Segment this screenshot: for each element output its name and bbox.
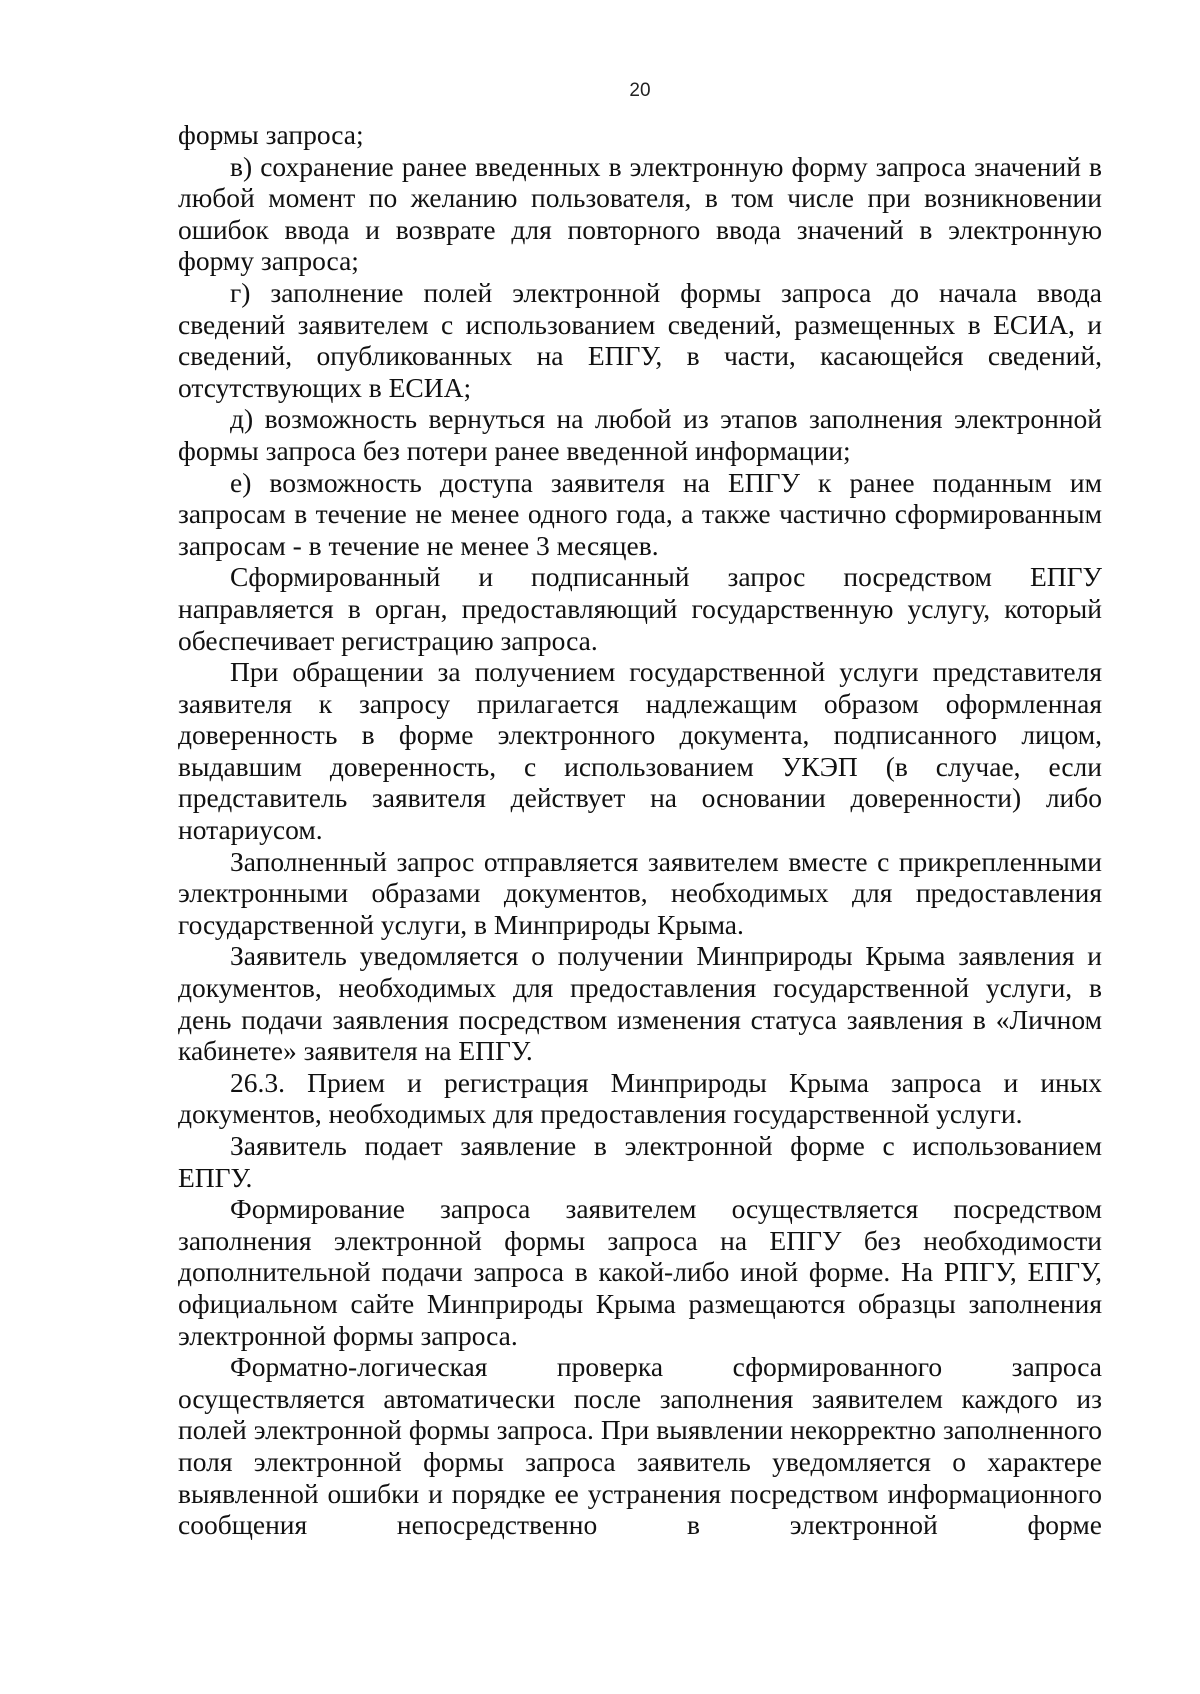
paragraph-representative: При обращении за получением государственной услуги представителя заявителя к запросу прилагается надлежащим образом оформленная доверенность в форме электронного документа, подписанного лицом, выдавшим доверенность, с использованием УКЭП (в случае, если представитель заявителя действует на основании доверенности) либо нотариусом. — [178, 656, 1102, 846]
paragraph-signed-request: Сформированный и подписанный запрос посредством ЕПГУ направляется в орган, предоставляющий государственную услугу, который обеспечивает регистрацию запроса. — [178, 561, 1102, 656]
page-number: 20 — [629, 80, 651, 101]
paragraph-section-26-3: 26.3. Прием и регистрация Минприроды Крыма запроса и иных документов, необходимых для предоставления государственной услуги. — [178, 1066, 1102, 1130]
paragraph-item-v: в) сохранение ранее введенных в электронную форму запроса значений в любой момент по желанию пользователя, в том числе при возникновении ошибок ввода и возврате для повторного ввода значений в электронную форму запроса; — [178, 150, 1102, 277]
document-body — [178, 119, 1102, 1541]
paragraph-continuation: формы запроса; — [178, 119, 364, 150]
paragraph-notification: Заявитель уведомляется о получении Минприроды Крыма заявления и документов, необходимых для предоставления государственной услуги, в день подачи заявления посредством изменения статуса заявления в «Личном кабинете» заявителя на ЕПГУ. — [178, 940, 1102, 1067]
paragraph-format-check: Форматно-логическая проверка сформированного запроса осуществляется автоматически после заполнения заявителем каждого из полей электронной формы запроса. При выявлении некорректно заполненного поля электронной формы запроса заявитель уведомляется о характере выявленной ошибки и порядке ее устранения посредством информационного сообщения непосредственно в электронной форме — [178, 1351, 1102, 1541]
paragraph-item-d: д) возможность вернуться на любой из этапов заполнения электронной формы запроса без потери ранее введенной информации; — [178, 403, 1102, 466]
paragraph-item-g: г) заполнение полей электронной формы запроса до начала ввода сведений заявителем с использованием сведений, размещенных в ЕСИА, и сведений, опубликованных на ЕПГУ, в части, касающейся сведений, отсутствующих в ЕСИА; — [178, 276, 1102, 403]
paragraph-electronic-submission: Заявитель подает заявление в электронной форме с использованием ЕПГУ. — [178, 1130, 1102, 1193]
paragraph-filled-request: Заполненный запрос отправляется заявителем вместе с прикрепленными электронными образами документов, необходимых для предоставления государственной услуги, в Минприроды Крыма. — [178, 845, 1102, 940]
paragraph-request-forming: Формирование запроса заявителем осуществляется посредством заполнения электронной формы запроса на ЕПГУ без необходимости дополнительной подачи запроса в какой-либо иной форме. На РПГУ, ЕПГУ, официальном сайте Минприроды Крыма размещаются образцы заполнения электронной формы запроса. — [178, 1193, 1102, 1351]
paragraph-item-e: е) возможность доступа заявителя на ЕПГУ к ранее поданным им запросам в течение не менее одного года, а также частично сформированным запросам - в течение не менее 3 месяцев. — [178, 466, 1102, 561]
